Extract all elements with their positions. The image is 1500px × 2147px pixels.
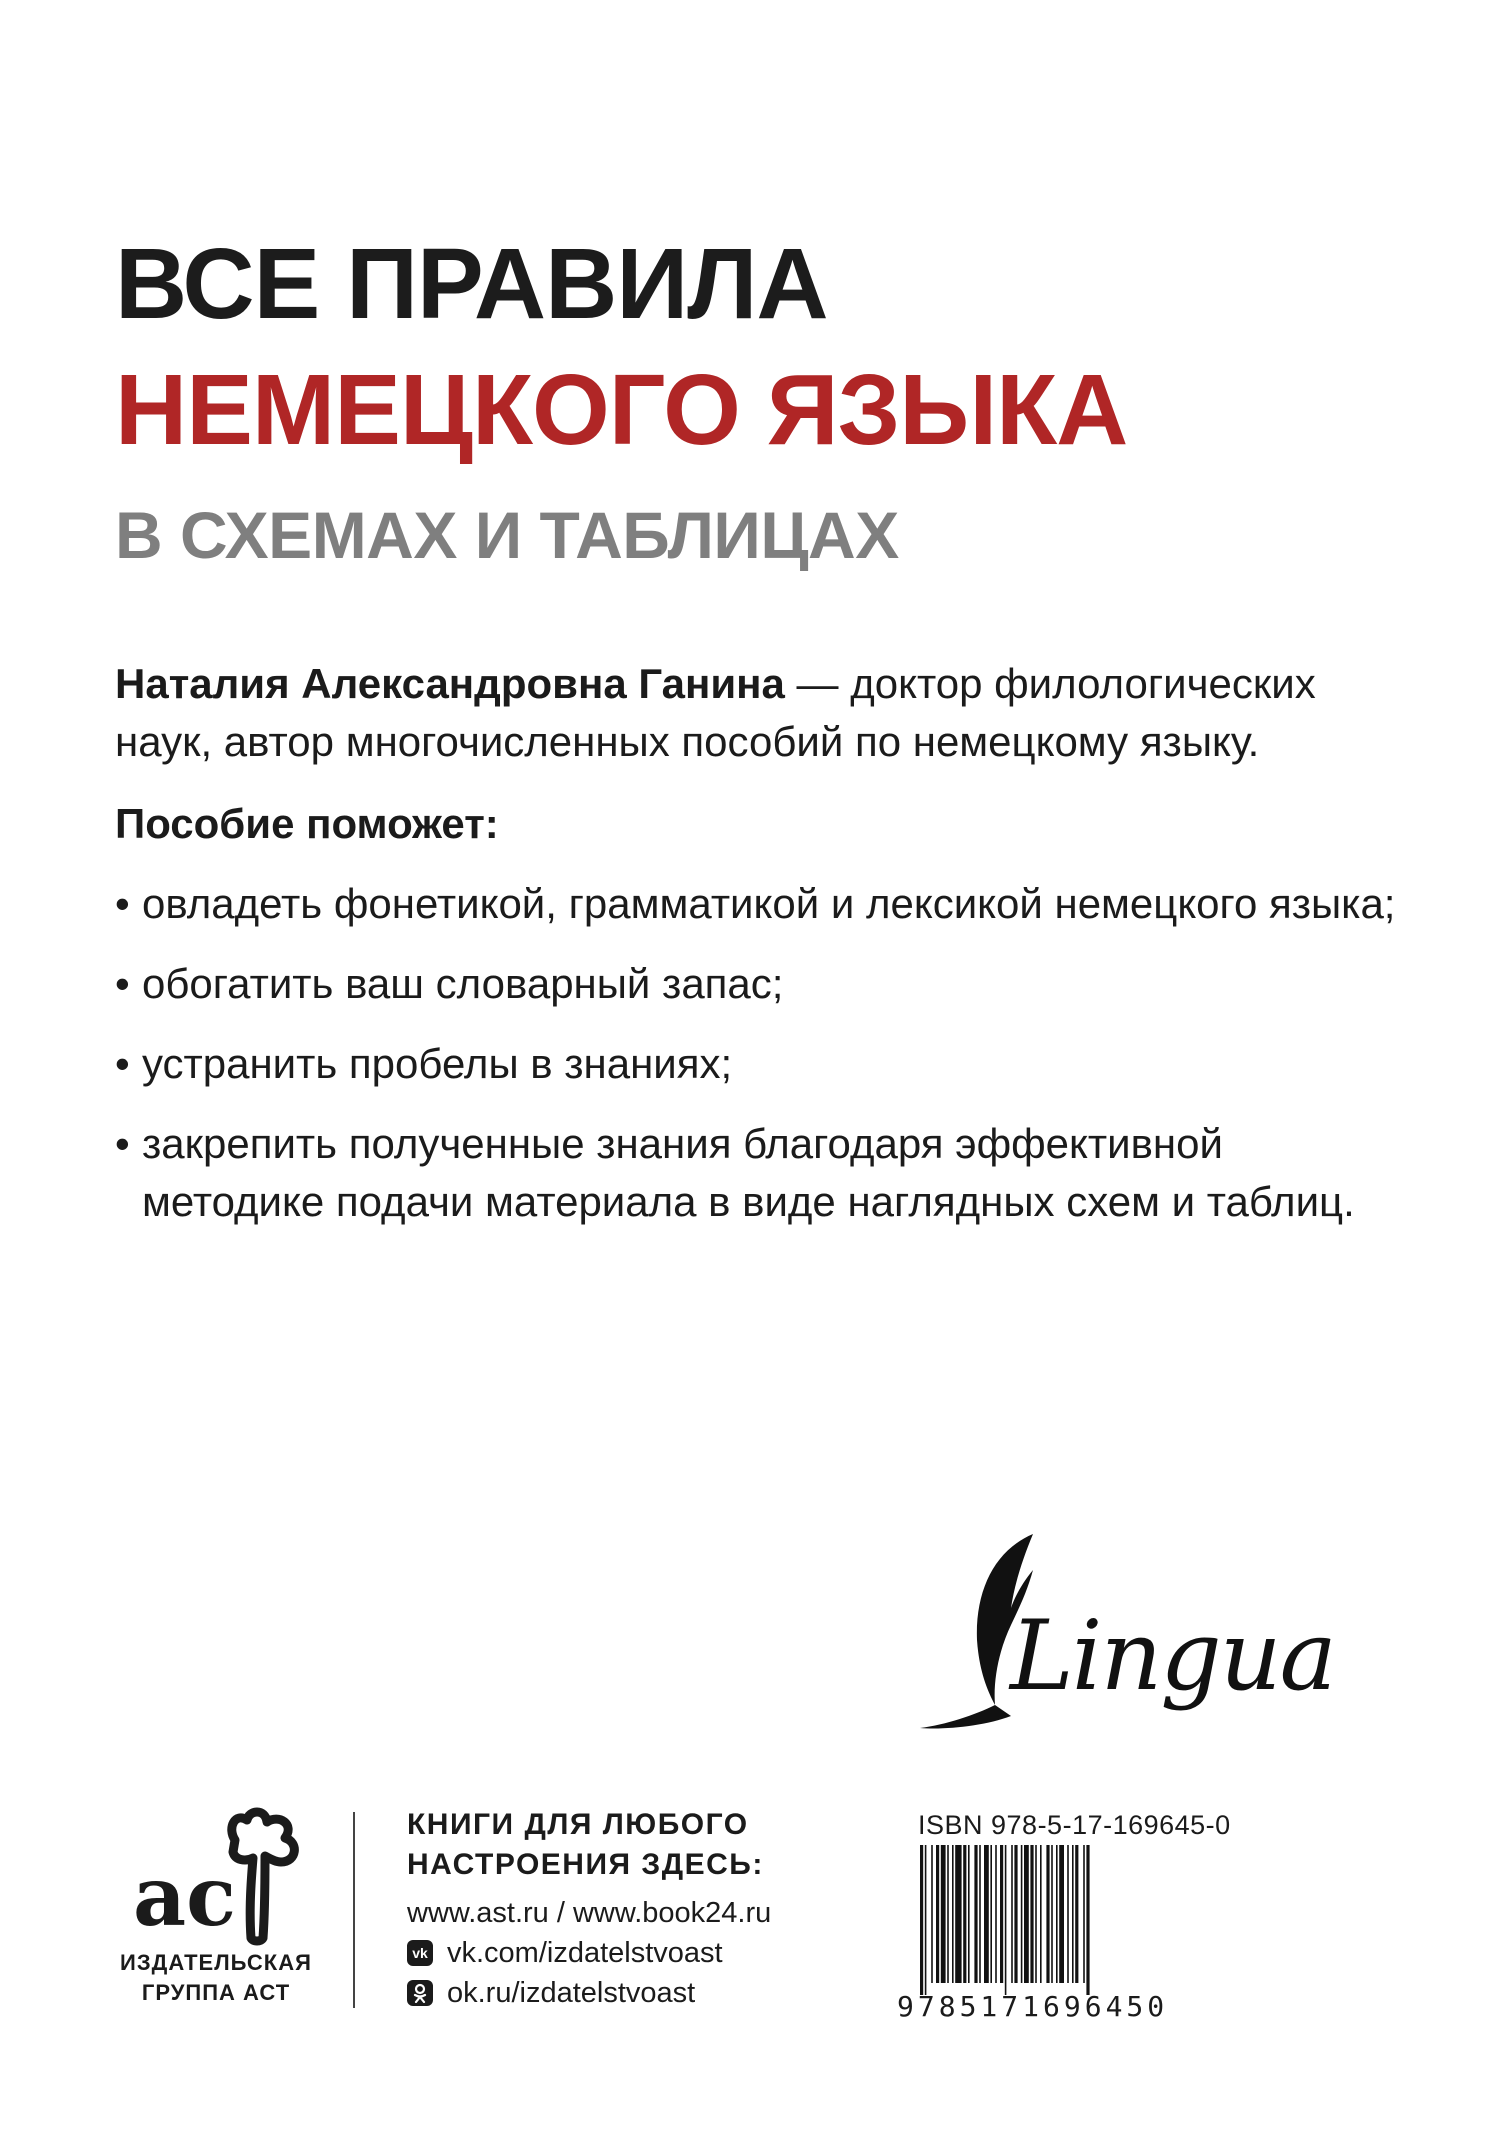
barcode-bar	[990, 1845, 992, 1983]
barcode-bar	[1059, 1845, 1064, 1983]
barcode-bar	[1014, 1845, 1017, 1983]
barcode-bar	[1035, 1845, 1037, 1983]
title-line-2: НЕМЕЦКОГО ЯЗЫКА	[115, 354, 1128, 466]
promo-block	[407, 1805, 771, 2013]
barcode-bar	[1072, 1845, 1074, 1983]
lingua-logo	[915, 1530, 1335, 1750]
ast-mark-icon	[115, 1800, 315, 1950]
barcode-bar	[1030, 1845, 1033, 1983]
title-line-1: ВСЕ ПРАВИЛА	[115, 228, 828, 340]
isbn-label: ISBN 978-5-17-169645-0	[918, 1810, 1231, 1840]
barcode-bar	[1056, 1845, 1058, 1983]
barcode-bar	[968, 1845, 970, 1983]
barcode-bar	[995, 1845, 997, 1983]
barcode-bar	[1021, 1845, 1023, 1983]
ok-icon	[407, 1980, 433, 2006]
barcode-bar	[936, 1845, 939, 1983]
barcode-bar	[1046, 1845, 1049, 1983]
author-name: Наталия Александровна Ганина	[115, 660, 785, 707]
barcode-bar	[1051, 1845, 1053, 1983]
vk-icon: vk	[407, 1940, 433, 1966]
author-description	[115, 655, 1405, 771]
helps-heading: Пособие поможет:	[115, 800, 499, 847]
barcode-digits: 9785171696450	[897, 1990, 1169, 2023]
ok-link-text: ok.ru/izdatelstvoast	[447, 1977, 696, 2009]
divider	[353, 1812, 355, 2008]
lingua-wordmark: Lingua	[1010, 1600, 1335, 1712]
barcode-bar	[974, 1845, 977, 1983]
list-item: • устранить пробелы в знаниях;	[115, 1035, 1415, 1093]
ast-mark-text: ac	[133, 1849, 237, 1945]
barcode-bar	[1075, 1845, 1078, 1983]
barcode-bar	[1083, 1845, 1085, 1983]
vk-link-text: vk.com/izdatelstvoast	[447, 1937, 723, 1969]
barcode-bar	[931, 1845, 933, 1983]
barcode-bar	[947, 1845, 949, 1983]
vk-link[interactable]	[407, 1933, 771, 1973]
list-item: • закрепить полученные знания благодаря эффективной методике подачи материала в виде наглядных схем и таблиц.	[115, 1115, 1415, 1231]
author-bio: — доктор филологических наук, автор многочисленных пособий по немецкому языку.	[115, 660, 1316, 765]
barcode-bar	[1024, 1845, 1029, 1983]
promo-title-1: КНИГИ ДЛЯ ЛЮБОГО	[407, 1808, 749, 1841]
barcode-bar	[979, 1845, 981, 1983]
barcode-bar	[1005, 1845, 1007, 1995]
barcode-bar	[925, 1845, 927, 1995]
barcode-bar	[1086, 1845, 1089, 1995]
barcode-bar	[920, 1845, 923, 1995]
barcode-bar	[952, 1845, 954, 1983]
benefits-list	[115, 875, 1415, 1253]
ok-link[interactable]	[407, 1973, 771, 2013]
promo-sites-link[interactable]: www.ast.ru / www.book24.ru	[407, 1897, 772, 1929]
list-item: • овладеть фонетикой, грамматикой и лексикой немецкого языка;	[115, 875, 1415, 933]
barcode-bar	[963, 1845, 966, 1983]
barcode	[918, 1845, 1214, 1995]
barcode-bar	[955, 1845, 961, 1983]
barcode-bar	[1000, 1845, 1003, 1983]
barcode-bar	[1011, 1845, 1013, 1983]
barcode-bar	[1067, 1845, 1069, 1983]
barcode-bar	[941, 1845, 946, 1983]
subtitle: В СХЕМАХ И ТАБЛИЦАХ	[115, 498, 899, 572]
promo-title-2: НАСТРОЕНИЯ ЗДЕСЬ:	[407, 1848, 764, 1881]
barcode-bar	[1040, 1845, 1042, 1983]
barcode-bar	[984, 1845, 989, 1983]
list-item: • обогатить ваш словарный запас;	[115, 955, 1415, 1013]
ast-caption: ИЗДАТЕЛЬСКАЯ ГРУППА АСТ	[120, 1950, 312, 2005]
